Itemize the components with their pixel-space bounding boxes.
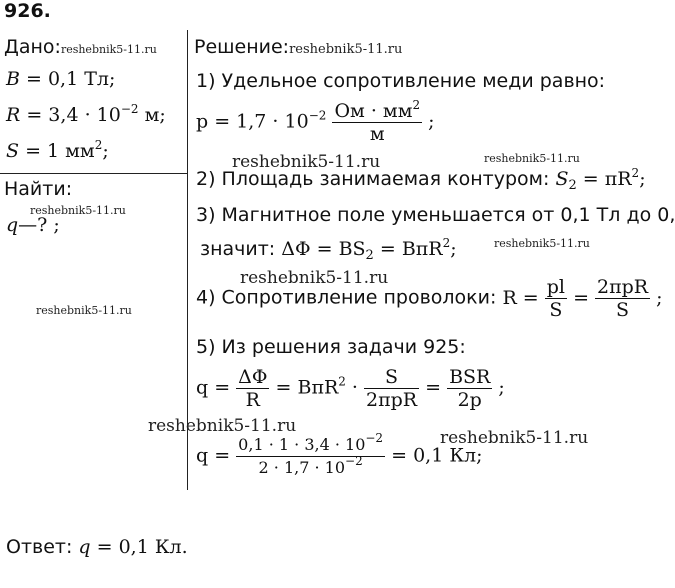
calculation: q = $\frac{0,1 \cdot 1 \cdot 3,4 \cdot 10^{-2}}{2 \cdot 1,7 \cdot 10^{-2}}$ = 0,1 Кл; [196, 431, 483, 477]
fraction: $\frac{S}{\text{2πpR}}$ [366, 366, 418, 411]
watermark: reshebnik5-11.ru [148, 416, 297, 436]
given-title: Дано:reshebnik5-11.ru [4, 36, 157, 58]
fraction: $\frac{pl}{S}$ [546, 276, 566, 321]
watermark: reshebnik5-11.ru [494, 237, 590, 250]
watermark: reshebnik5-11.ru [440, 428, 589, 448]
fraction: $\frac{\Delta\Phi}{R}$ [238, 366, 268, 411]
given-s: S = 1 $мм^2$; [6, 138, 109, 162]
watermark: reshebnik5-11.ru [240, 268, 389, 288]
given-r: $R = 3,4 \cdot 10^{-2}$ м; [6, 102, 166, 126]
answer: Ответ: q = 0,1 Кл. [6, 536, 188, 558]
watermark: reshebnik5-11.ru [30, 204, 126, 217]
step-1-text: 1) Удельное сопротивление меди равно: [196, 70, 606, 92]
step-3-formula: значит: $\Delta\Phi = BS_2 = B\pi R^2$; [200, 236, 457, 263]
problem-number: 926. [4, 0, 51, 22]
step-5-text: 5) Из решения задачи 925: [196, 336, 466, 358]
watermark: reshebnik5-11.ru [484, 152, 580, 165]
horizontal-divider [0, 173, 188, 174]
watermark: reshebnik5-11.ru [36, 304, 132, 317]
step-3-text: 3) Магнитное поле уменьшается от 0,1 Тл до 0, [196, 204, 675, 226]
fraction: $\frac{Ом \cdot мм^2}{м}$ [334, 98, 421, 145]
fraction: $\frac{\text{BSR}}{2p}$ [449, 366, 491, 411]
fraction: $\frac{0,1 \cdot 1 \cdot 3,4 \cdot 10^{-2}}{2 \cdot 1,7 \cdot 10^{-2}}$ [238, 431, 384, 477]
step-5-formula: q = $\frac{\Delta\Phi}{R}$ = BπR$^2$ · $\frac{S}{\text{2πpR}}$ = $\frac{\text{BSR}}{2p}$ ; [196, 366, 505, 411]
find-item: q—? ; [6, 214, 60, 236]
step-2: 2) Площадь занимаемая контуром: $S_2 = \pi R^2$; [196, 166, 646, 193]
step-4: 4) Сопротивление проволоки: R = $\frac{pl}{S}$ = $\frac{\text{2πpR}}{S}$ ; [196, 276, 663, 321]
find-title: Найти: [4, 178, 73, 200]
watermark: reshebnik5-11.ru [232, 152, 381, 172]
watermark: reshebnik5-11.ru [60, 43, 157, 56]
step-1-formula: $p = 1,7 \cdot 10^{-2}$ $\frac{Ом \cdot мм^2}{м}$ ; [196, 98, 435, 145]
given-b: B = 0,1 Тл; [6, 68, 116, 90]
watermark: reshebnik5-11.ru [289, 42, 403, 57]
solution-title: Решение:reshebnik5-11.ru [194, 36, 403, 58]
fraction: $\frac{\text{2πpR}}{S}$ [597, 276, 649, 321]
